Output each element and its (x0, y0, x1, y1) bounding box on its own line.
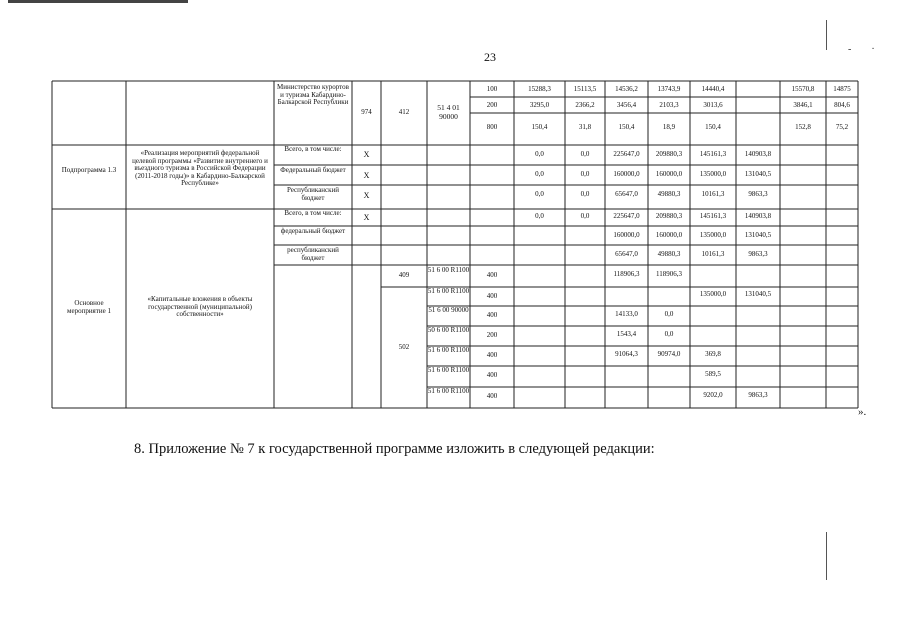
table-cell: 209880,3 (655, 212, 683, 220)
table-cell: 225647,0 (613, 150, 640, 158)
table-cell: 150,4 (618, 123, 635, 131)
vr-code: 400 (486, 392, 498, 400)
table-cell: 209880,3 (655, 150, 683, 158)
paragraph-8: 8. Приложение № 7 к государственной программе изложить в следующей редакции: (134, 441, 655, 457)
vr-code: 400 (486, 271, 498, 279)
measure-status: Основное мероприятие 1 (67, 299, 111, 315)
table-cell: 0,0 (664, 310, 674, 318)
table-cell: 9863,3 (748, 190, 768, 198)
table-cell: 75,2 (835, 123, 849, 131)
row-label: Республиканский бюджет (286, 186, 340, 202)
table-cell: 91064,3 (615, 350, 638, 358)
vr-code: 200 (486, 331, 498, 339)
table-cell: 118906,3 (613, 270, 640, 278)
ministry-rzpr: 412 (398, 108, 410, 116)
table-cell: 0,0 (535, 212, 544, 220)
table-cell: 3456,4 (616, 101, 637, 109)
table-cell: 9863,3 (748, 391, 768, 399)
table-cell: 160000,0 (613, 231, 640, 239)
rz-code-502: 502 (398, 343, 410, 351)
corner-mark: - · (848, 44, 875, 55)
table-cell: 15288,3 (528, 85, 551, 93)
table-cell: 15113,5 (573, 85, 597, 93)
measure-name: «Капитальные вложения в объекты государственной (муниципальной) собственности» (147, 295, 253, 319)
vr-code: 400 (486, 311, 498, 319)
vr-code: 400 (486, 292, 498, 300)
table-cell: 9202,0 (703, 391, 723, 399)
table-cell: 150,4 (705, 123, 721, 131)
table-cell: 3013,6 (703, 101, 723, 109)
csr-code: 51 6 00 90000 (428, 306, 469, 314)
table-cell: 0,0 (580, 212, 590, 220)
table-cell: 145161,3 (699, 150, 727, 158)
table-cell: 152,8 (795, 123, 811, 131)
x-mark: Х (363, 213, 370, 222)
table-cell: 0,0 (535, 190, 544, 198)
table-cell: 65647,0 (615, 190, 638, 198)
table-cell: 65647,0 (615, 250, 638, 258)
x-mark: Х (363, 150, 370, 159)
table-cell: 135000,0 (699, 170, 727, 178)
table-cell: 131040,5 (744, 231, 772, 239)
csr-code: 51 6 00 R1100 (427, 366, 470, 374)
table-cell: 49880,3 (657, 250, 681, 258)
table-cell: 2366,2 (575, 101, 595, 109)
ministry-vr: 200 (486, 101, 498, 109)
table-cell: 160000,0 (655, 170, 683, 178)
table-cell: 9863,3 (748, 250, 768, 258)
table-cell: 589,5 (705, 370, 721, 378)
table-cell: 0,0 (580, 170, 590, 178)
rz-code-409: 409 (398, 271, 410, 279)
table-cell: 2103,3 (659, 101, 679, 109)
closing-quote: ». (858, 406, 867, 418)
table-cell: 31,8 (578, 123, 592, 131)
subprogram-name: «Реализация мероприятий федеральной целевой программы «Развитие внутреннего и въездного туризма в Российской Федерации (2011-2018 годы)» в Кабардино-Балкарской Республике» (132, 149, 268, 188)
x-mark: Х (363, 171, 370, 180)
table-cell: 3295,0 (529, 101, 550, 109)
table-cell: 140903,8 (744, 150, 772, 158)
ministry-vr: 800 (486, 123, 498, 131)
table-cell: 131040,5 (744, 170, 772, 178)
table-cell: 118906,3 (656, 270, 682, 278)
row-label: Федеральный бюджет (280, 166, 346, 174)
row-label: республиканский бюджет (287, 246, 339, 262)
table-cell: 0,0 (664, 330, 674, 338)
subprogram-status: Подпрограмма 1.3 (61, 166, 117, 174)
table-cell: 14133,0 (615, 310, 638, 318)
ministry-csr: 51 4 01 90000 (437, 103, 460, 121)
row-label: Всего, в том числе: (284, 145, 342, 153)
csr-code: 51 6 00 R1100 (427, 387, 470, 395)
ministry-name: Министерство курортов и туризма Кабардино-Балкарской Республики (277, 83, 349, 107)
table-cell: 131040,5 (744, 290, 772, 298)
table-cell: 0,0 (535, 150, 544, 158)
table-cell: 14440,4 (701, 85, 725, 93)
table-cell: 135000,0 (699, 290, 727, 298)
table-cell: 18,9 (662, 123, 676, 131)
table-cell: 145161,3 (699, 212, 727, 220)
table-cell: 0,0 (580, 150, 590, 158)
csr-code: 51 6 00 R1100 (427, 346, 470, 354)
table-cell: 0,0 (580, 190, 590, 198)
table-cell: 90974,0 (657, 350, 681, 358)
vr-code: 400 (486, 371, 498, 379)
table-cell: 0,0 (535, 170, 544, 178)
table-cell: 14875 (833, 85, 851, 93)
table-cell: 160000,0 (613, 170, 640, 178)
table-cell: 369,8 (705, 350, 721, 358)
table-cell: 15570,8 (791, 85, 815, 93)
table-cell: 225647,0 (613, 212, 640, 220)
table-cell: 10161,3 (701, 190, 725, 198)
table-cell: 3846,1 (793, 101, 813, 109)
row-label: федеральный бюджет (280, 227, 346, 235)
csr-code: 51 6 00 R1100 (427, 287, 470, 295)
csr-code: 51 6 00 R1100 (427, 266, 470, 274)
table-cell: 135000,0 (699, 231, 727, 239)
page-number: 23 (484, 50, 496, 64)
table-cell: 10161,3 (701, 250, 725, 258)
vr-code: 400 (486, 351, 498, 359)
table-cell: 804,6 (834, 101, 850, 109)
table-cell: 13743,9 (657, 85, 681, 93)
table-cell: 49880,3 (657, 190, 681, 198)
csr-code: 50 6 00 R1100 (427, 326, 470, 334)
ministry-grbs: 974 (361, 108, 372, 116)
table-cell: 150,4 (531, 123, 548, 131)
table-cell: 1543,4 (616, 330, 637, 338)
x-mark: Х (363, 191, 370, 200)
ministry-vr: 100 (486, 85, 498, 93)
table-cell: 14536,2 (615, 85, 638, 93)
row-label: Всего, в том числе: (284, 209, 342, 217)
table-cell: 160000,0 (655, 231, 683, 239)
table-cell: 140903,8 (744, 212, 772, 220)
